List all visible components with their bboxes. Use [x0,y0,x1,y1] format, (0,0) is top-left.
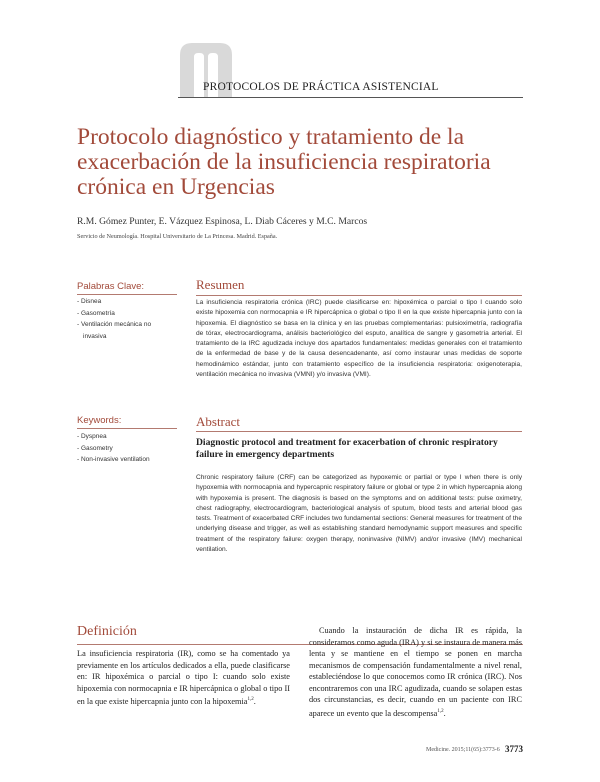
reference-mark: 1,2 [437,708,444,714]
keywords-rule [77,428,177,429]
abstract-text: Chronic respiratory failure (CRF) can be categorized as hypoxemic or partial or type I when there is only hypoxemia with normocapnia and hypercapnic respiratory failure or global or type 2 in which hypercapnia along with hypoxemia is present. The diagnosis is based on the symptoms and on additional tests: pulse oximetry, chest radiography, electrocardiogram, bacteriological analysis of sputum, blood tests and arterial blood gas tests. Treatment of exacerbated CRF includes two fundamental sections: General measures for treatment of the underlying disease and trigger, as well as establishing standard hemodynamic support measures and specific treatment of the respiratory failure: oxygen therapy, noninvasive (NIMV) and/or invasive (IMV) mechanical ventilation. [196,474,522,554]
footer-citation: Medicine. 2015;11(65):3773-6 [426,747,500,753]
keyword-item: - Dyspnea [77,433,107,440]
definicion-text: Cuando la instauración de dicha IR es rápida, la consideramos como aguda (IRA) y si se instaura de manera más lenta y se mantiene en el tiempo se ponen en marcha mecanismos de compensación fundamentalmente a nivel renal, estableciéndose lo que conocemos como IR crónica (IRC). Nos encontraremos con una IRC agudizada, cuando se solapen estas dos circunstancias, es decir, cuando en un paciente con IRC aparece un evento que la descompensa [309,626,522,718]
resumen-rule [196,295,522,296]
abstract-rule [196,431,522,432]
keywords-heading: Keywords: [77,415,122,426]
section-label: PROTOCOLOS DE PRÁCTICA ASISTENCIAL [203,81,439,93]
reference-mark: 1,2 [247,697,254,702]
palabras-clave-heading: Palabras Clave: [77,281,145,292]
definicion-heading: Definición [77,624,137,639]
keyword-item: - Gasometry [77,444,113,452]
sentence-end: . [443,708,446,718]
page-number: 3773 [505,744,523,754]
keyword-item: invasiva [83,332,107,340]
article-affiliation: Servicio de Neumología. Hospital Universitario de La Princesa. Madrid. España. [77,233,278,240]
abstract-title: Diagnostic protocol and treatment for exacerbation of chronic respiratory failure in emergency departments [196,437,498,460]
abstract-heading: Abstract [196,414,241,429]
keyword-item: - Ventilación mecánica no [77,321,152,328]
header-rule [178,97,523,98]
article-authors: R.M. Gómez Punter, E. Vázquez Espinosa, L. Diab Cáceres y M.C. Marcos [77,216,368,227]
sentence-end: . [253,696,256,706]
definicion-column-1 [77,648,290,707]
keywords-list [77,431,150,466]
resumen-text: La insuficiencia respiratoria crónica (IRC) puede clasificarse en: hipoxémica o parcial o tipo I cuando solo existe hipoxemia con normocapnia e IR hipercápnica o global o tipo II en la que existe hipercapnia junto con la hipoxemia. El diagnóstico se basa en la clínica y en las pruebas complementarias: pulsioximetría, radiografía de tórax, electrocardiograma, análisis bacteriológico del esputo, analítica de sangre y gasometría arterial. El tratamiento de la IRC agudizada incluye dos apartados fundamentales: medidas generales con el tratamiento de la enfermedad de base y de la causa desencadenante, así como instaurar unas medidas de soporte hemodinámico estándar, junto con tratamiento específico de la insuficiencia respiratoria: oxigenoterapia, ventilación mecánica no invasiva (VMNI) y/o invasiva (VMI). [196,299,522,379]
keyword-item: - Non-invasive ventilation [77,456,150,463]
article-title: Protocolo diagnóstico y tratamiento de la exacerbación de la insuficiencia respiratoria crónica en Urgencias [77,124,491,200]
palabras-clave-rule [77,294,177,295]
keyword-item: - Disnea [77,298,102,305]
palabras-clave-list [77,296,151,342]
keyword-item: - Gasometría [77,309,115,317]
resumen-heading: Resumen [196,277,245,292]
definicion-text: La insuficiencia respiratoria (IR), como se ha comentado ya previamente en los artículos dedicados a ella, puede clasificarse en: IR hipoxémica o parcial o tipo I: cuando solo existe hipoxemia con normocapnia e IR hipercápnica o global o tipo II en la que existe hipercapnia junto con la hipoxemia [77,649,290,706]
definicion-column-2 [309,625,522,719]
